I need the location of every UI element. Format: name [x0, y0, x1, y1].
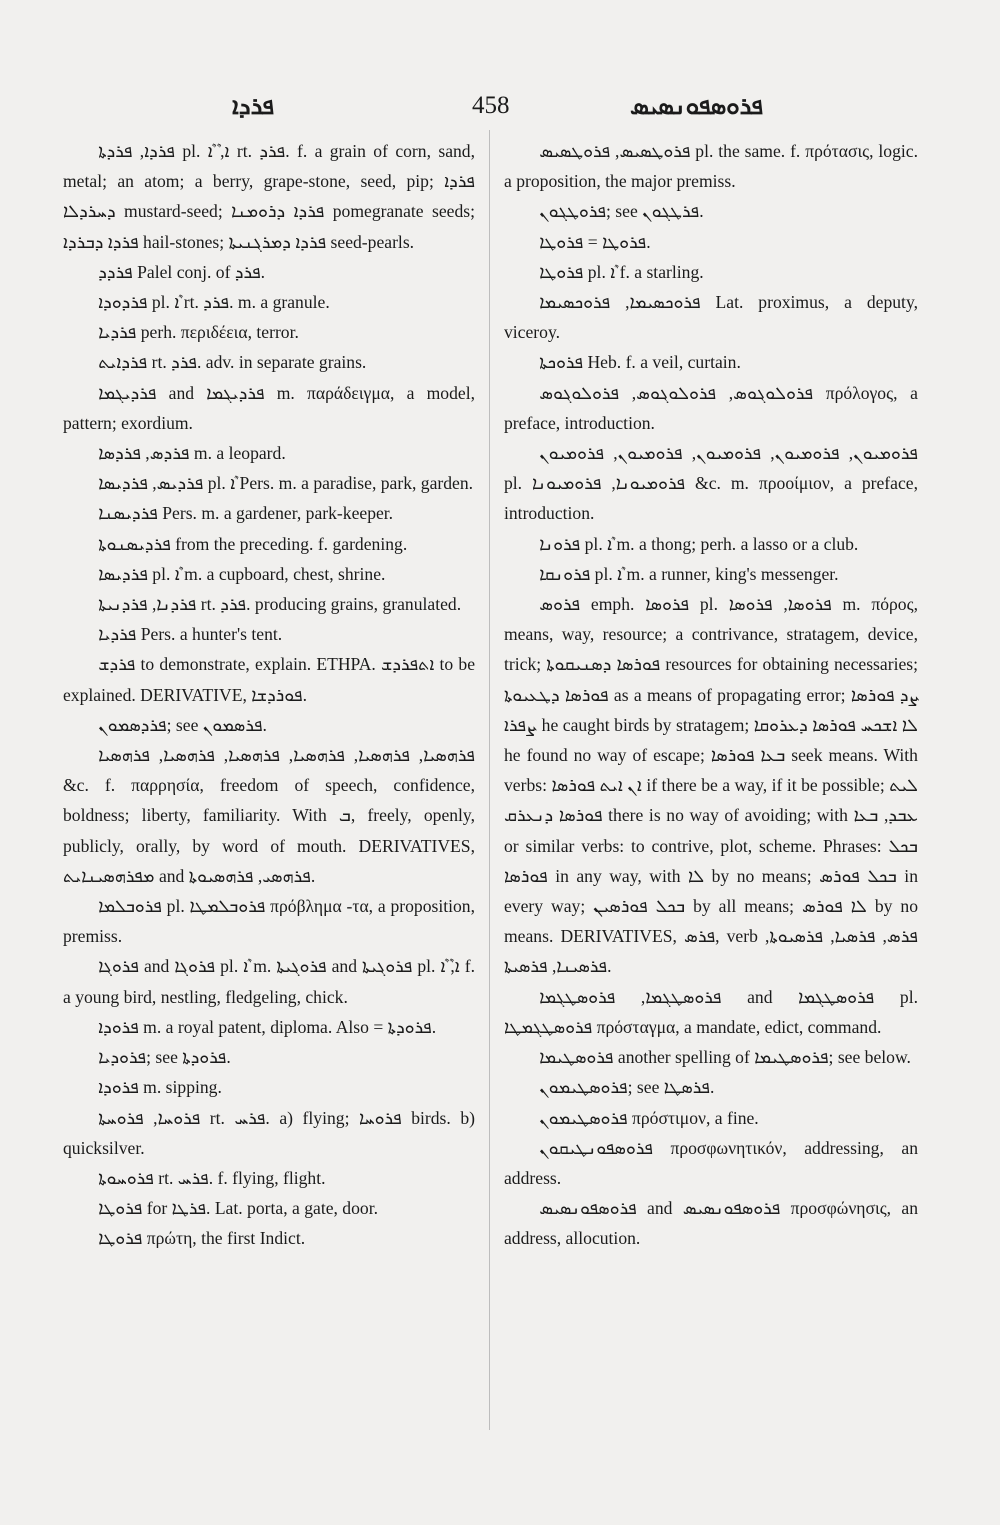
entry: ܦܪܕܝܣܐ pl. ܶܐ m. a cupboard, chest, shrine.	[98, 563, 386, 584]
right-column	[504, 136, 918, 1254]
entry: ܦܪܕܘܕܐ pl. ܶܐ rt. ܦܪܕ. m. a granule.	[98, 292, 330, 313]
entry: ܦܪܘܕܐ m. sipping.	[98, 1077, 222, 1098]
entry: ܦܪܘܣܛܝܡܘܢ πρόστιμον, a fine.	[539, 1107, 759, 1128]
entry: ܦܪܘܣܛܝܡܘܢ; see ܦܪܣܛܐ.	[539, 1077, 715, 1098]
entry: ܦܪܕܝܓܡܐ and ܦܪܕܝܓܡܐ m. παράδειγμα, a model, pattern; exordium.	[63, 382, 475, 433]
left-column	[63, 136, 475, 1254]
entry: ܦܪܘܚܘܬܐ rt. ܦܪܚ. f. flying, flight.	[98, 1167, 326, 1188]
entry: ܦܪܕܫ to demonstrate, explain. ETHPA. ܐܬܦܪܕܫ to be explained. DERIVATIVE, ܦܘܪܕܫܐ.	[63, 654, 476, 705]
entry: ܦܪܘܕܝܐ; see ܦܪܘܕܬܐ.	[98, 1047, 231, 1068]
entry: ܦܪܕܝܣ, ܦܪܕܝܣܐ pl. ܶܐ Pers. m. a paradise, park, garden.	[98, 473, 474, 494]
entry: ܦܪܘܓܐ and ܦܪܘܓܐ pl. ܶܐ m. ܦܪܘܓܝܬܐ and ܦܪܘܓܝܬܐ pl. ܶܐ, ܶܐ f. a young bird, nestling, fledgeling, chick.	[63, 956, 476, 1007]
entry: ܦܪܘܛܐ = ܦܪܘܛܐ.	[539, 231, 651, 252]
entry: ܦܪܘܛܓܘܢ; see ܦܪܛܓܘܢ.	[539, 201, 704, 222]
entry: ܦܪܘܛܐ for ܦܪܛܐ. Lat. porta, a gate, door.	[98, 1198, 378, 1219]
entry: ܦܪܘܣܛܝܡܐ another spelling of ܦܪܘܣܛܝܡܐ; see below.	[539, 1047, 911, 1068]
column-gutter	[489, 130, 490, 1430]
entry: ܦܪܘܠܘܓܘܣ, ܦܪܘܠܘܓܘܣ, ܦܪܘܠܘܓܘܣ πρόλογος, a preface, introduction.	[504, 382, 918, 433]
entry: ܦܪܘܛܣܝܣ, ܦܪܘܛܣܝܣ pl. the same. f. πρότασις, logic. a proposition, the major premiss.	[504, 141, 918, 192]
entry: ܦܪܘܛܐ πρώτη, the first Indict.	[98, 1228, 306, 1249]
entry: ܦܪܘܣܛܓܡܐ, ܦܪܘܣܛܓܡܐ and ܦܪܘܣܛܓܡܐ pl. ܦܪܘܣܛܓܡܛܐ πρόσταγμα, a mandate, edict, command.	[504, 986, 919, 1037]
entry: ܦܪܘܛܐ pl. ܶܐ f. a starling.	[539, 261, 704, 282]
entry: ܦܪܕܐܝܬ rt. ܦܪܕ. adv. in separate grains.	[98, 352, 367, 373]
entry: ܦܪܘܟܬܐ Heb. f. a veil, curtain.	[539, 352, 741, 373]
header-left-word: ܦܪܕܐ	[232, 94, 274, 120]
entry: ܦܪܗܣܝܐ, ܦܪܗܣܝܐ, ܦܪܗܣܝܐ, ܦܪܗܣܝܐ, ܦܪܗܣܝܐ, ܦܪܗܣܝܐ &c. f. παρρησία, freedom of speech, confidence, boldness; liberty, familiarity. With ܒ, freely, openly, publicly, orally, by word of mouth. DERIVATIVES, ܡܦܪܗܣܝܢܐܝܬ and ܦܪܗܣܝ, ܦܪܗܣܝܘܬܐ.	[63, 745, 475, 886]
entry: ܦܪܕܐ, ܦܪܕܬܐ pl. ܶܐ, ܶܐ rt. ܦܪܕ. f. a grain of corn, sand, metal; an atom; a berry, grape-stone, seed, pip; ܦܪܕܐ ܕܚܪܕܠܐ mustard-seed; ܦܪܕܐ ܕܪܘܡܢܐ pomegranate seeds; ܦܪܕܐ ܕܒܪܕܐ hail-stones; ܦܪܕܐ ܕܡܪܓܢܝܬܐ seed-pearls.	[63, 141, 475, 252]
entry: ܦܪܘܚܐ, ܦܪܘܚܬܐ rt. ܦܪܚ. a) flying; ܦܪܘܚܐ birds. b) quicksilver.	[63, 1107, 475, 1158]
entry: ܦܪܘܣ emph. ܦܪܘܣܐ pl. ܦܪܘܣܐ, ܦܪܘܣܐ m. πόρος, means, way, resource; a contrivance, stratagem, device, trick; ܦܘܪܣܐ ܕܣܢܝܩܘܬܐ resources for obtaining necessaries; ܦܘܪܣܐ ܕܛܥܝܘܬܐ as a means of propagating error; ܨܕ ܦܘܪܣܐ ܨܦܪܐ he caught birds by stratagem; ܠܐ ܐܫܟܚ ܦܘܪܣܐ ܕܥܪܘܩܐ he found no way of escape; ܒܥܐ ܦܘܪܣܐ seek means. With verbs: ܐܢ ܐܝܬ ܦܘܪܣܐ if there be a way, if it be possible; ܠܝܬ ܦܘܪܣܐ ܕܢܥܪܩ there is no way of avoiding; with ܥܒܕ, ܒܥܐ or similar verbs: to contrive, plot, scheme. Phrases: ܒܟܠ ܦܘܪܣܐ in any way, with ܠܐ by no means; ܒܟܠ ܦܘܪܣ in every way; ܒܟܠ ܦܘܪܣܝܢ by all means; ܠܐ ܦܘܪܣ by no means. DERIVATIVES, ܦܪܣ, verb ܦܪܣ, ܦܪܣܝܐ, ܦܪܣܝܘܬܐ, ܦܪܣܝܢܐ, ܦܪܣܝܬܐ.	[504, 594, 919, 977]
header-right-word: ܦܪܘܣܦܘܢܣܝܣ	[630, 94, 764, 120]
entry: ܦܪܕܝܣܢܐ Pers. m. a gardener, park-keeper.	[98, 503, 394, 524]
running-header	[0, 88, 1000, 128]
entry: ܦܪܘܟܣܝܡܐ, ܦܪܘܟܣܝܡܐ Lat. proximus, a deputy, viceroy.	[504, 292, 918, 343]
entry: ܦܪܕܣܡܘܢ; see ܦܪܣܡܘܢ.	[98, 714, 267, 735]
entry: ܦܪܕܝܐ perh. περιδέεια, terror.	[98, 322, 299, 343]
entry: ܦܪܕܣ, ܦܪܕܣܐ m. a leopard.	[98, 443, 286, 464]
entry: ܦܪܕܢܐ, ܦܪܕܢܝܬܐ rt. ܦܪܕ. producing grains, granulated.	[98, 594, 462, 615]
entry: ܦܪܕܕ Palel conj. of ܦܪܕ.	[98, 261, 266, 282]
entry: ܦܪܕܝܣܢܘܬܐ from the preceding. f. gardening.	[98, 533, 408, 554]
entry: ܦܪܘܕܐ m. a royal patent, diploma. Also = ܦܪܘܕܬܐ.	[98, 1016, 437, 1037]
entry: ܦܪܘܢܩܐ pl. ܶܐ m. a runner, king's messenger.	[539, 563, 839, 584]
entry: ܦܪܘܒܠܡܐ pl. ܦܪܘܒܠܡܛܐ πρόβλημα -τα, a proposition, premiss.	[63, 896, 475, 947]
entry: ܦܪܕܝܐ Pers. a hunter's tent.	[98, 624, 283, 645]
entry: ܦܪܘܣܦܘܢܣܝܣ and ܦܪܘܣܦܘܢܣܝܣ προσφώνησις, an address, allocution.	[504, 1198, 918, 1249]
entry: ܦܪܘܡܝܘܢ, ܦܪܘܡܝܘܢ, ܦܪܘܡܝܘܢ, ܦܪܘܡܝܘܢ, ܦܪܘܡܝܘܢ pl. ܦܪܘܡܝܘܢܐ, ܦܪܘܡܝܘܢܐ &c. m. προοίμιον, a preface, introduction.	[504, 443, 918, 524]
page-number: 458	[472, 92, 510, 119]
entry: ܦܪܘܣܦܘܢܛܝܩܘܢ προσφωνητικόν, addressing, an address.	[504, 1137, 918, 1188]
entry: ܦܪܘܢܐ pl. ܶܐ m. a thong; perh. a lasso or a club.	[539, 533, 859, 554]
